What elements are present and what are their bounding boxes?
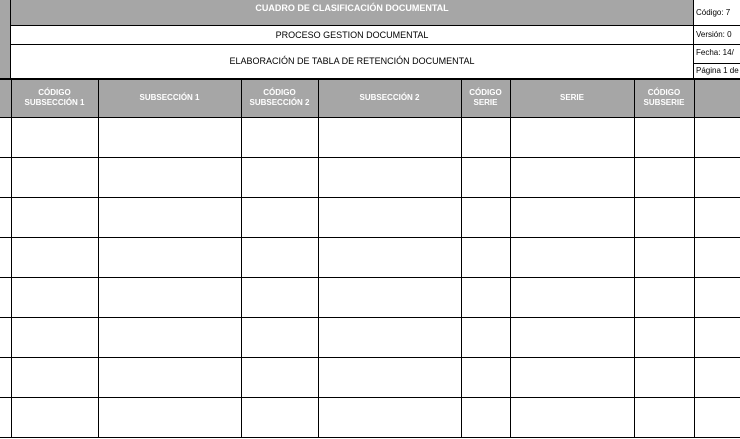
table-cell[interactable] — [694, 238, 740, 278]
table-cell[interactable] — [634, 238, 694, 278]
table-cell[interactable] — [510, 278, 634, 318]
table-cell[interactable] — [634, 158, 694, 198]
meta-fecha: Fecha: 14/ — [696, 48, 734, 57]
process-name: PROCESO GESTION DOCUMENTAL — [11, 26, 693, 45]
table-cell[interactable] — [694, 278, 740, 318]
row-gutter-cell — [0, 278, 11, 318]
retention-table-area — [0, 78, 740, 439]
col-header-subseccion-1[interactable]: SUBSECCIÓN 1 — [98, 79, 241, 118]
row-gutter-cell — [0, 238, 11, 278]
table-cell[interactable] — [461, 358, 510, 398]
table-cell[interactable] — [461, 158, 510, 198]
table-cell[interactable] — [11, 238, 98, 278]
col-header-subseccion-2[interactable]: SUBSECCIÓN 2 — [318, 79, 461, 118]
table-cell[interactable] — [241, 158, 318, 198]
table-row — [0, 318, 740, 358]
document-title: CUADRO DE CLASIFICACIÓN DOCUMENTAL — [11, 0, 693, 26]
meta-pagina: Página 1 de — [696, 66, 739, 75]
table-cell[interactable] — [318, 158, 461, 198]
table-cell[interactable] — [694, 358, 740, 398]
table-cell[interactable] — [98, 278, 241, 318]
table-cell[interactable] — [241, 398, 318, 438]
table-cell[interactable] — [11, 158, 98, 198]
table-row — [0, 158, 740, 198]
document-meta-panel — [693, 0, 740, 78]
table-cell[interactable] — [461, 398, 510, 438]
table-header-row — [0, 79, 740, 118]
table-cell[interactable] — [98, 318, 241, 358]
table-cell[interactable] — [241, 358, 318, 398]
table-cell[interactable] — [318, 278, 461, 318]
row-gutter-cell — [0, 398, 11, 438]
table-row — [0, 198, 740, 238]
table-cell[interactable] — [634, 398, 694, 438]
table-cell[interactable] — [318, 118, 461, 158]
table-cell[interactable] — [634, 358, 694, 398]
table-cell[interactable] — [634, 198, 694, 238]
meta-codigo: Código: 7 — [696, 8, 731, 17]
table-cell[interactable] — [694, 118, 740, 158]
row-gutter-cell — [0, 158, 11, 198]
table-cell[interactable] — [510, 318, 634, 358]
table-body — [0, 118, 740, 438]
table-cell[interactable] — [461, 118, 510, 158]
table-cell[interactable] — [98, 198, 241, 238]
table-cell[interactable] — [510, 158, 634, 198]
table-cell[interactable] — [318, 238, 461, 278]
col-header-serie[interactable]: SERIE — [510, 79, 634, 118]
table-cell[interactable] — [461, 238, 510, 278]
header-bottom-rule — [0, 78, 740, 80]
meta-divider — [694, 44, 740, 45]
col-header-codigo-subserie[interactable]: CÓDIGO SUBSERIE — [634, 79, 694, 118]
meta-version: Versión: 0 — [696, 30, 732, 39]
table-cell[interactable] — [98, 238, 241, 278]
table-cell[interactable] — [510, 238, 634, 278]
table-cell[interactable] — [98, 358, 241, 398]
table-cell[interactable] — [241, 318, 318, 358]
table-cell[interactable] — [98, 158, 241, 198]
table-cell[interactable] — [510, 358, 634, 398]
table-cell[interactable] — [11, 198, 98, 238]
meta-divider — [694, 25, 740, 26]
table-cell[interactable] — [11, 358, 98, 398]
row-gutter-cell — [0, 198, 11, 238]
col-header-codigo-serie[interactable]: CÓDIGO SERIE — [461, 79, 510, 118]
table-cell[interactable] — [11, 278, 98, 318]
meta-divider — [694, 63, 740, 64]
header-left-strip — [0, 0, 11, 78]
table-cell[interactable] — [694, 318, 740, 358]
table-cell[interactable] — [694, 158, 740, 198]
table-cell[interactable] — [461, 198, 510, 238]
table-cell[interactable] — [461, 318, 510, 358]
table-cell[interactable] — [510, 398, 634, 438]
table-row — [0, 278, 740, 318]
table-cell[interactable] — [318, 358, 461, 398]
table-row — [0, 398, 740, 438]
col-header-codigo-subseccion-2[interactable]: CÓDIGO SUBSECCIÓN 2 — [241, 79, 318, 118]
row-gutter-cell — [0, 318, 11, 358]
col-header-codigo-subseccion-1[interactable]: CÓDIGO SUBSECCIÓN 1 — [11, 79, 98, 118]
table-cell[interactable] — [461, 278, 510, 318]
table-cell[interactable] — [510, 118, 634, 158]
row-gutter-cell — [0, 118, 11, 158]
table-cell[interactable] — [241, 238, 318, 278]
table-cell[interactable] — [11, 398, 98, 438]
table-row — [0, 118, 740, 158]
table-cell[interactable] — [510, 198, 634, 238]
table-cell[interactable] — [11, 118, 98, 158]
table-row — [0, 358, 740, 398]
table-cell[interactable] — [694, 398, 740, 438]
row-gutter-cell — [0, 358, 11, 398]
retention-table — [0, 78, 740, 438]
table-cell[interactable] — [634, 318, 694, 358]
document-subtitle: ELABORACIÓN DE TABLA DE RETENCIÓN DOCUMENTAL — [229, 56, 475, 66]
table-cell[interactable] — [634, 278, 694, 318]
row-gutter-header — [0, 79, 11, 118]
table-cell[interactable] — [694, 198, 740, 238]
col-header-blank[interactable] — [694, 79, 740, 118]
table-cell[interactable] — [241, 278, 318, 318]
table-cell[interactable] — [241, 198, 318, 238]
table-cell[interactable] — [634, 118, 694, 158]
table-cell[interactable] — [318, 318, 461, 358]
table-cell[interactable] — [318, 198, 461, 238]
table-row — [0, 238, 740, 278]
table-cell[interactable] — [241, 118, 318, 158]
table-cell[interactable] — [98, 398, 241, 438]
table-cell[interactable] — [98, 118, 241, 158]
table-cell[interactable] — [318, 398, 461, 438]
table-cell[interactable] — [11, 318, 98, 358]
